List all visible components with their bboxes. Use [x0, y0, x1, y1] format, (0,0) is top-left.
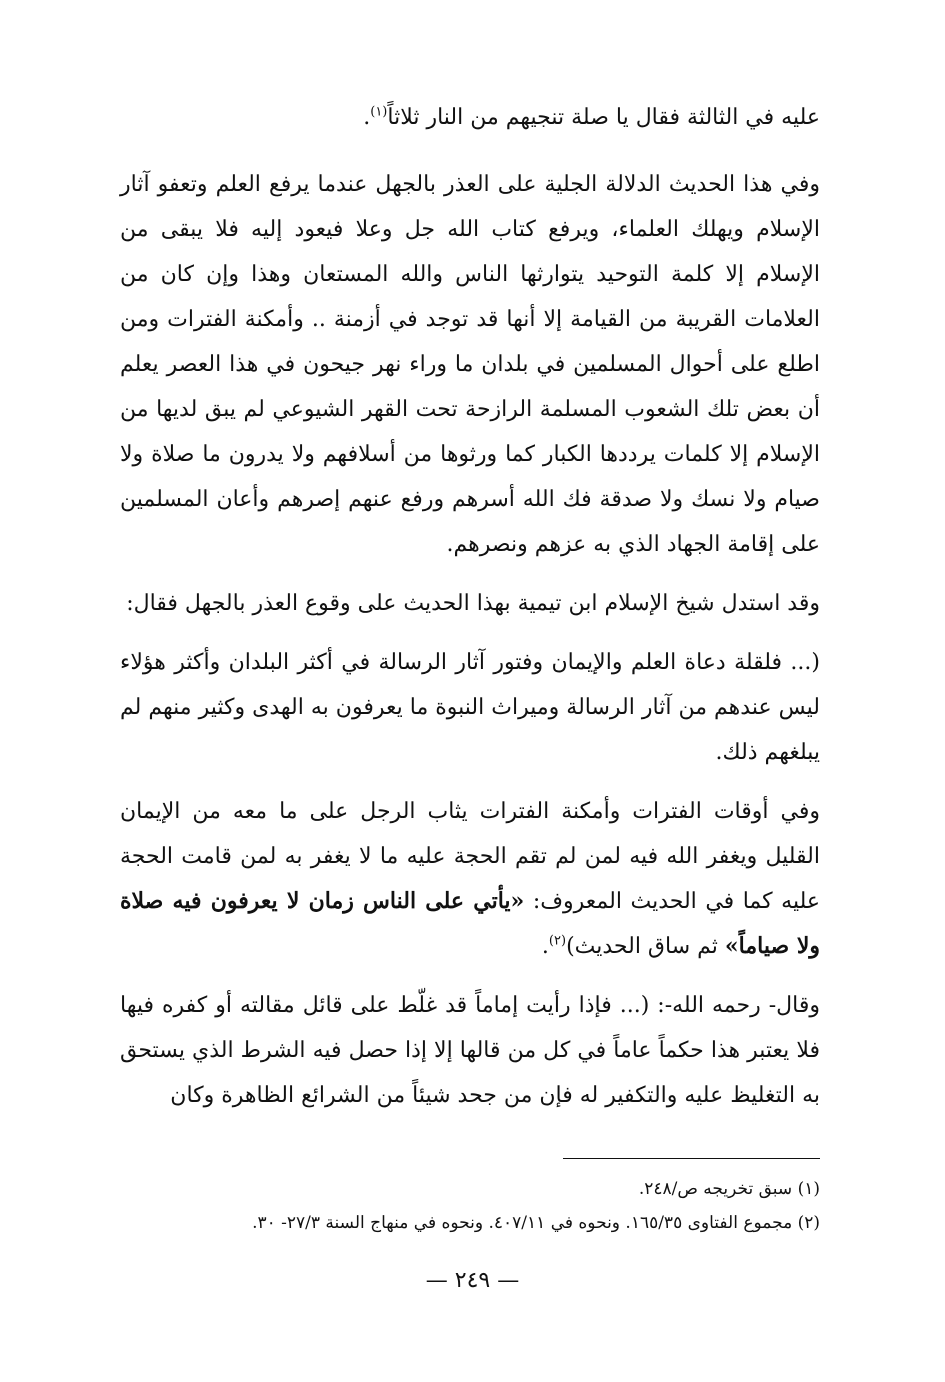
- paragraph-2: وفي هذا الحديث الدلالة الجلية على العذر بالجهل عندما يرفع العلم وتعفو آثار الإسلام ويهلك العلماء، ويرفع كتاب الله جل وعلا فيعود إليه فلا يبقى من الإسلام إلا كلمة التوحيد يتوارثها الناس والله المستعان وهذا وإن كان من العلامات القريبة من القيامة إلا أنها قد توجد في أزمنة .. وأمكنة الفترات ومن اطلع على أحوال المسلمين في بلدان ما وراء نهر جيحون في هذا العصر يعلم أن بعض تلك الشعوب المسلمة الرازحة تحت القهر الشيوعي لم يبق لديها من الإسلام إلا كلمات يرددها الكبار كما ورثوها من أسلافهم ولا يدرون ما صلاة ولا صيام ولا نسك ولا صدقة فك الله أسرهم ورفع عنهم إصرهم وأعان المسلمين على إقامة الجهاد الذي به عزهم ونصرهم.: [120, 172, 820, 557]
- paragraph-5-text: وفي أوقات الفترات وأمكنة الفترات يثاب الرجل على ما معه من الإيمان القليل ويغفر الله فيه لمن لم تقم الحجة عليه ما لا يغفر به لمن قامت الحجة عليه كما في الحديث المعروف:: [120, 799, 821, 914]
- hadith-quote: «يأتي على الناس زمان لا يعرفون فيه صلاة ولا صياماً»: [120, 888, 820, 959]
- paragraph-1-text: عليه في الثالثة فقال يا صلة تنجيهم من النار ثلاثاً: [387, 105, 820, 130]
- paragraph-6: وقال- رحمه الله-: (... فإذا رأيت إماماً قد غلّط على قائل مقالته أو كفره فيها فلا يعتبر هذا حكماً عاماً في كل من قالها إلا إذا حصل فيه الشرط الذي يستحق به التغليظ عليه والتكفير له فإن من جحد شيئاً من الشرائع الظاهرة وكان: [120, 993, 820, 1108]
- footnote-1: (١) سبق تخريجه ص/٢٤٨.: [638, 1179, 820, 1199]
- paragraph-1-end: .: [363, 105, 371, 130]
- paragraph-3: وقد استدل شيخ الإسلام ابن تيمية بهذا الحديث على وقوع العذر بالجهل فقال:: [126, 591, 820, 616]
- footnote-2: (٢) مجموع الفتاوى ١٦٥/٣٥. ونحوه في ٤٠٧/١١. ونحوه في منهاج السنة ٢٧/٣- ٣٠.: [252, 1213, 820, 1233]
- paragraph-4-quote: (... فلقلة دعاة العلم والإيمان وفتور آثار الرسالة في أكثر البلدان وأكثر هؤلاء ليس عندهم من آثار الرسالة وميراث النبوة ما يعرفون به الهدى وكثير منهم لم يبلغهم ذلك.: [120, 650, 820, 765]
- paragraph-1: [120, 95, 820, 140]
- paragraph-5: [120, 789, 820, 969]
- page-body: [120, 95, 820, 1132]
- paragraph-5-tail: ثم ساق الحديث): [566, 934, 718, 959]
- footnote-ref-2[interactable]: (٢): [548, 933, 567, 949]
- page-number: — ٢٤٩ —: [425, 1268, 520, 1293]
- footnotes: [120, 1172, 820, 1240]
- paragraph-5-end: .: [541, 934, 549, 959]
- footnote-ref-1[interactable]: (١): [370, 104, 388, 120]
- footnote-separator: [563, 1158, 820, 1159]
